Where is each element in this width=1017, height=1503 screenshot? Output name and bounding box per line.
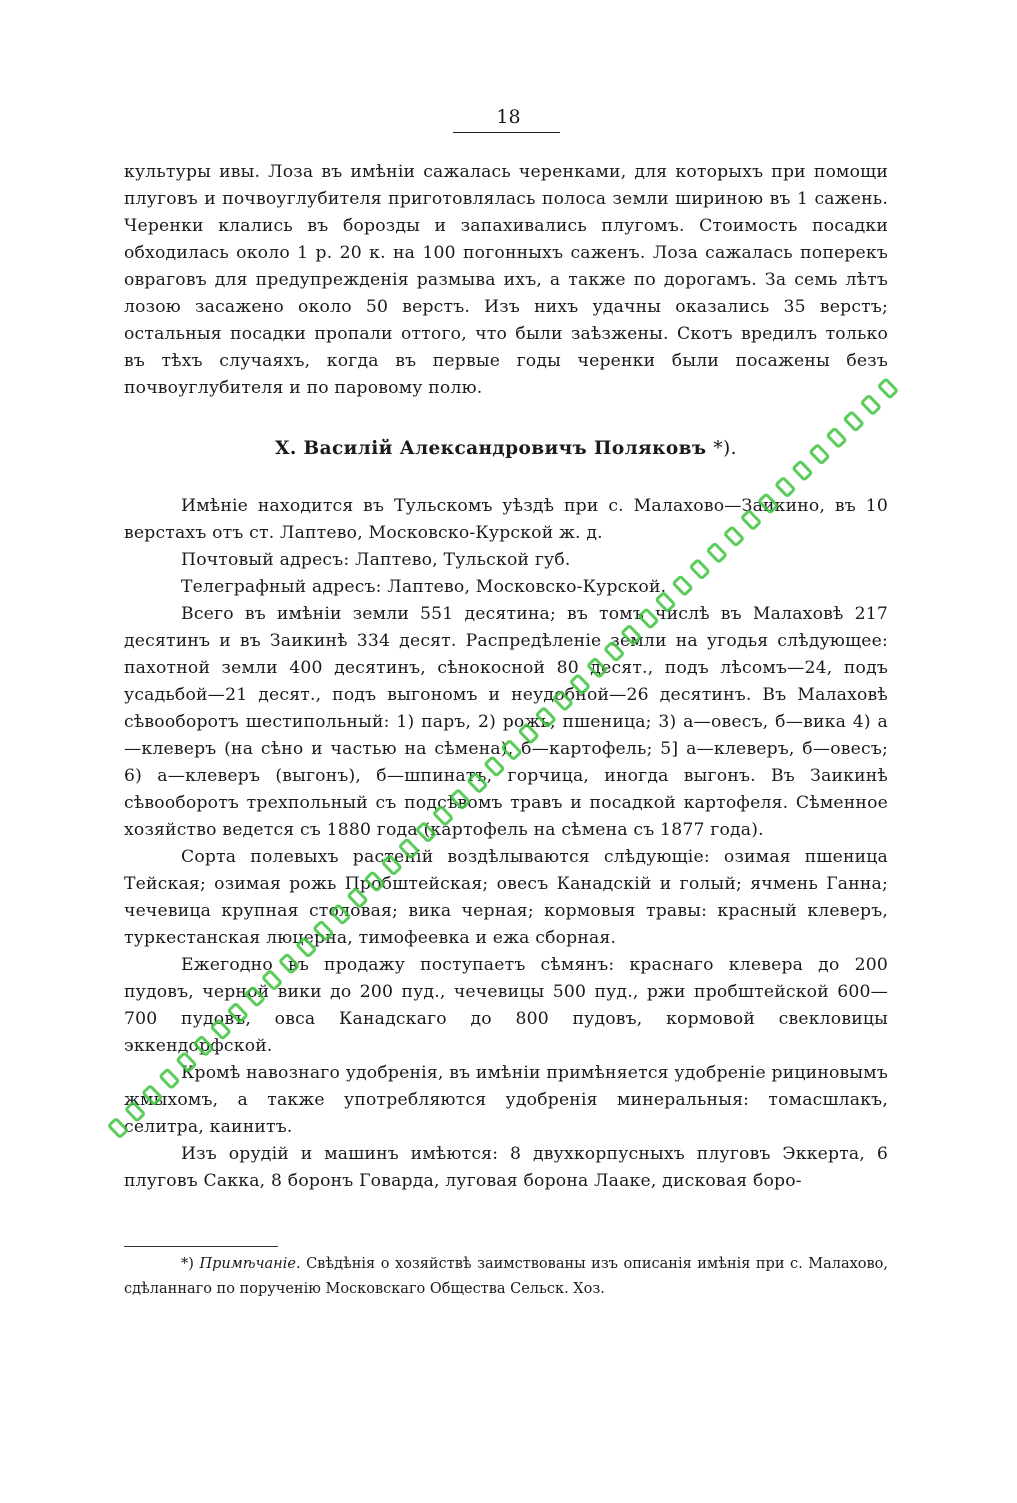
section-heading-footnote-mark: *).	[713, 438, 737, 459]
page-number: 18	[496, 106, 521, 128]
paragraph-fertilizer: Кромѣ навознаго удобренія, въ имѣніи примѣняется удобреніе рициновымъ жмыхомъ, а также употребляются удобренія минеральныя: томасшлакъ, селитра, каинитъ.	[124, 1063, 888, 1137]
footnote	[124, 1252, 888, 1302]
section-heading-text: X. Василій Александровичъ Поляковъ	[275, 438, 707, 459]
paragraph-tools: Изъ орудій и машинъ имѣются: 8 двухкорпусныхъ плуговъ Эккерта, 6 плуговъ Сакка, 8 боронъ Говарда, луговая борона Лааке, дисковая боро-	[124, 1144, 888, 1191]
watermark-glyph	[845, 412, 863, 430]
section-body	[124, 493, 888, 1195]
paragraph-telegraph-address: Телеграфный адресъ: Лаптево, Московско-Курской.	[181, 577, 667, 597]
footnote-rule	[124, 1246, 278, 1247]
footnote-mark: *)	[181, 1256, 194, 1272]
footnote-label: Примѣчаніе.	[199, 1256, 301, 1272]
footnote-text: Свѣдѣнія о хозяйствѣ заимствованы изъ описанія имѣнія при с. Малахово, сдѣланнаго по порученію Московскаго Общества Сельск. Хоз.	[124, 1256, 889, 1297]
section-heading	[124, 438, 888, 459]
page-number-rule	[453, 132, 560, 133]
paragraph-seed-sales: Ежегодно въ продажу поступаетъ сѣмянъ: краснаго клевера до 200 пудовъ, черной вики до 200 пуд., чечевицы 500 пуд., ржи пробштейской 600—700 пудовъ, овса Канадскаго до 800 пудовъ, кормовой свекловицы эккендорфской.	[124, 955, 888, 1056]
watermark-glyph	[793, 461, 811, 479]
paragraph-land-distribution: Всего въ имѣніи земли 551 десятина; въ томъ числѣ въ Малаховѣ 217 десятинъ и въ Заикинѣ 334 десят. Распредѣленіе земли на угодья слѣдующее: пахотной земли 400 десятинъ, сѣнокосной 80 десят., подъ лѣсомъ—24, подъ усадьбой—21 десят., подъ выгономъ и неудобной—26 десятинъ. Въ Малаховѣ сѣвооборотъ шестипольный: 1) паръ, 2) рожь, пшеница; 3) а—овесъ, б—вика 4) а—клеверъ (на сѣно и частью на сѣмена), б—картофель; 5] а—клеверъ, б—овесъ; 6) а—клеверъ (выгонъ), б—шпинатъ, горчица, иногда выгонъ. Въ Заикинѣ сѣвооборотъ трехпольный съ подсѣвомъ травъ и посадкой картофеля. Сѣменное хозяйство ведется съ 1880 года (картофель на сѣмена съ 1877 года).	[124, 604, 888, 840]
paragraph-estate: Имѣніе находится въ Тульскомъ уѣздѣ при с. Малахово—Заикино, въ 10 верстахъ отъ ст. Лаптево, Московско-Курской ж. д.	[124, 496, 888, 543]
intro-paragraph: культуры ивы. Лоза въ имѣніи сажалась черенками, для которыхъ при помощи плуговъ и почвоуглубителя приготовлялась полоса земли шириною въ 1 сажень. Черенки клались въ борозды и запахивались плугомъ. Стоимость посадки обходилась около 1 р. 20 к. на 100 погонныхъ саженъ. Лоза сажалась поперекъ овраговъ для предупрежденія размыва ихъ, а также по дорогамъ. За семь лѣтъ лозою засажено около 50 верстъ. Изъ нихъ удачны оказались 35 верстъ; остальныя посадки пропали оттого, что были заѣзжены. Скотъ вредилъ только въ тѣхъ случаяхъ, когда въ первые годы черенки были посажены безъ почвоуглубителя и по паровому полю.	[124, 162, 888, 398]
paragraph-crop-varieties: Сорта полевыхъ растеній воздѣлываются слѣдующіе: озимая пшеница Тейская; озимая рожь Пробштейская; овесъ Канадскій и голый; ячмень Ганна; чечевица крупная столовая; вика черная; кормовыя травы: красный клеверъ, туркестанская люцерна, тимофеевка и ежа сборная.	[124, 847, 888, 948]
paragraph-postal-address: Почтовый адресъ: Лаптево, Тульской губ.	[181, 550, 571, 570]
intro-paragraph-block	[124, 159, 888, 402]
